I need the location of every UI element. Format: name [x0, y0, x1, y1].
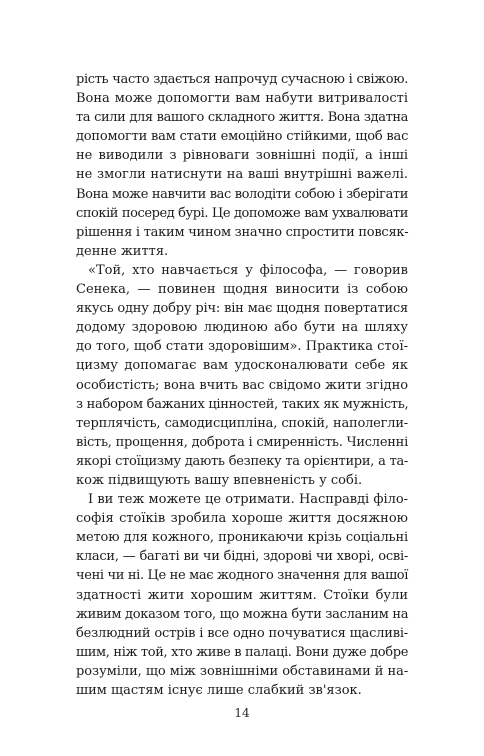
text-line: І ви теж можете це отримати. Насправді філо-	[88, 492, 408, 508]
text-line: вість, прощення, доброта і смиренність. Численні	[76, 434, 408, 450]
page-body	[76, 70, 408, 700]
paragraph-1	[76, 70, 408, 261]
text-line: спокій посеред бурі. Це допоможе вам ухвалювати	[76, 205, 408, 221]
text-line: метою для кожного, проникаючи крізь соціальні	[76, 530, 408, 546]
text-line: ріcть часто здається напрочуд сучасною і свіжою.	[76, 72, 408, 87]
text-line: Вона може навчити вас володіти собою і зберігати	[76, 186, 408, 202]
text-line: денне життя.	[76, 243, 169, 259]
text-line: та сили для вашого складного життя. Вона здатна	[76, 110, 408, 126]
text-line: рішення і таким чином значно спростити повсяк-	[76, 224, 409, 240]
text-line: шим, ніж той, хто живе в палаці. Вони дуже добре	[76, 644, 409, 660]
text-line: не змогли натиснути на ваші внутрішні важелі.	[76, 167, 408, 183]
text-line: додому здоровою людиною або бути на шляху	[76, 320, 408, 336]
text-line: шим щастям існує лише слабкий зв'язок.	[76, 683, 362, 698]
text-line: Вона може допомогти вам набути витривалості	[76, 91, 408, 107]
text-line: якусь одну добру річ: він має щодня повертатися	[76, 301, 408, 317]
text-line: не виводили з рівноваги зовнішні події, а інші	[76, 148, 408, 164]
text-line: чені чи ні. Це не має жодного значення для вашої	[76, 568, 409, 584]
text-line: терплячість, самодисципліна, спокій, наполегли-	[76, 415, 408, 431]
page-number: 14	[234, 706, 250, 720]
text-line: до того, щоб стати здоровішим». Практика стої-	[76, 339, 408, 355]
text-line: допомогти вам стати емоційно стійкими, щоб вас	[76, 129, 409, 145]
paragraph-3	[76, 490, 408, 700]
text-line: цизму допомагає вам удосконалювати себе як	[76, 358, 408, 374]
text-line: з набором бажаних цінностей, таких як мужність,	[76, 396, 409, 412]
text-line: безлюдний острів і все одно почуватися щасливі-	[76, 625, 408, 641]
text-line: розуміли, що між зовнішніми обставинами й на-	[76, 663, 409, 679]
text-line: якорі стоїцизму дають безпеку та орієнтири, а та-	[76, 453, 408, 469]
text-line: класи, — багаті ви чи бідні, здорові чи хворі, осві-	[76, 549, 408, 565]
text-line: живим доказом того, що можна бути засланим на	[76, 606, 409, 622]
text-line: софія стоїків зробила хороше життя досяжною	[76, 511, 408, 527]
text-line: особистість; вона вчить вас свідомо жити згідно	[76, 377, 408, 393]
text-line: «Той, хто навчається у філософа, — говорив	[88, 262, 408, 278]
paragraph-2	[76, 261, 408, 490]
text-line: здатності жити хорошим життям. Стоїки були	[76, 587, 408, 603]
text-line: Сенека, — повинен щодня виносити із собою	[76, 282, 408, 298]
text-line: кож підвищують вашу впевненість у собі.	[76, 472, 363, 488]
